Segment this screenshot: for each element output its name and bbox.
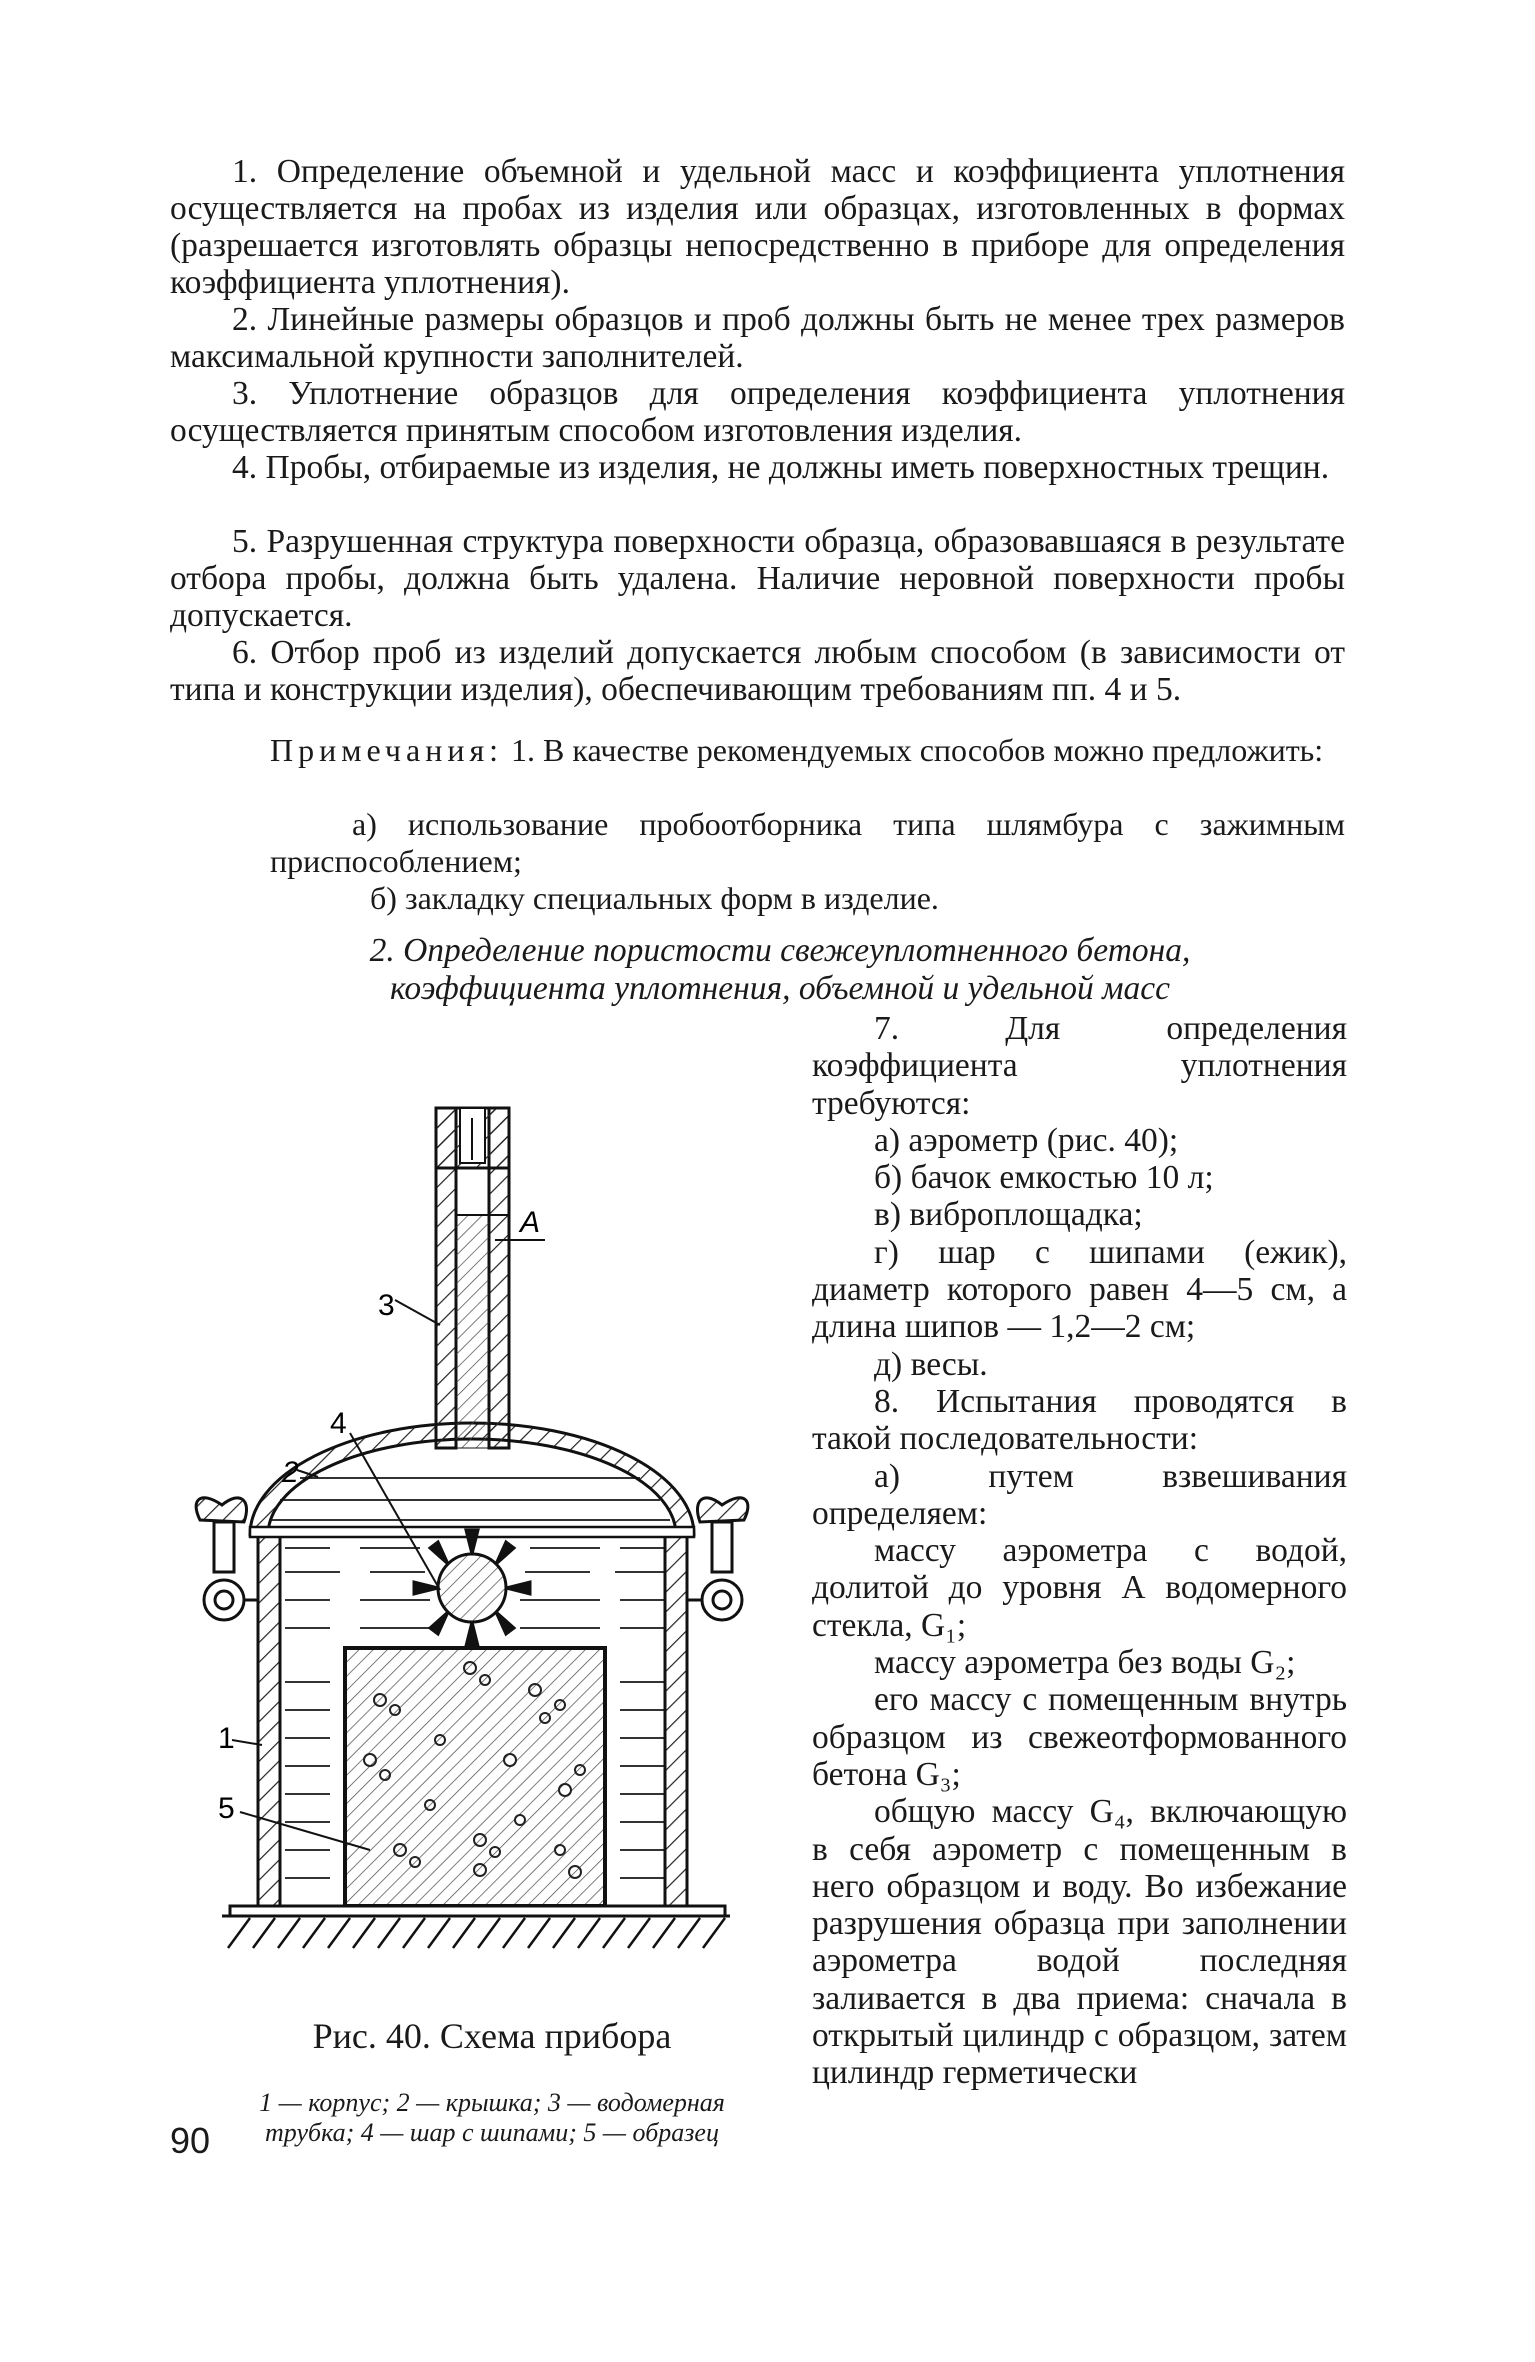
item-b-tank: б) бачок емкостью 10 л; [874, 1159, 1214, 1197]
item-g-ball: г) шар с шипами (ежик), диаметр которого равен 4—5 см, а длина шипов — 1,2—2 см; [812, 1233, 1347, 1346]
figure-legend: 1 — корпус; 2 — крышка; 3 — водомерная трубка; 4 — шар с шипами; 5 — образец [259, 2088, 725, 2147]
item-v-vibro: в) виброплощадка; [874, 1196, 1143, 1234]
note-item-b: б) закладку специальных форм в изделие. [370, 880, 939, 916]
item-7: 7. Для определения коэффициента уплотнения требуются: [812, 1010, 1347, 1122]
note-label: Примечания: [270, 732, 504, 768]
paragraph-4: 4. Пробы, отбираемые из изделия, не должны иметь поверхностных трещин. [232, 449, 1330, 486]
section-heading-line1: 2. Определение пористости свежеуплотненного бетона, [369, 932, 1191, 969]
paragraph-3: 3. Уплотнение образцов для определения коэффициента уплотнения осуществляется принятым способом изготовления изделия. [170, 375, 1345, 449]
page-number: 90 [170, 2120, 211, 2161]
sample [345, 1648, 605, 1906]
figure-title: Рис. 40. Схема прибора [312, 2016, 672, 2056]
spiked-ball [414, 1530, 530, 1646]
section-heading-line2: коэффициента уплотнения, объемной и удельной масс [390, 970, 1170, 1007]
label-1: 1 [218, 1722, 235, 1755]
paragraph-6: 6. Отбор проб из изделий допускается любым способом (в зависимости от типа и конструкции изделия), обеспечивающим требованиям пп. 4 и 5. [170, 634, 1345, 708]
item-a-aerometer: а) аэрометр (рис. 40); [874, 1121, 1179, 1159]
wing-nut-clamp-right [687, 1498, 748, 1620]
mass-g2: массу аэрометра без воды G₂; [874, 1644, 1296, 1682]
water-gauge-tube [436, 1108, 509, 1448]
mass-g3: его массу с помещенным внутрь образцом из свежеотформованного бетона G₃; [812, 1681, 1347, 1793]
paragraph-1: 1. Определение объемной и удельной масс и коэффициента уплотнения осуществляется на пробах из изделия или образцах, изготовленных в формах (разрешается изготовлять образцы непосредственно в приборе для определения коэффициента уплотнения). [170, 153, 1345, 301]
mass-g4: общую массу G₄, включающую в себя аэрометр с помещенным в него образцом и воду. Во избежание разрушения образца при заполнении аэрометра водой последняя заливается в два приема: сначала в открытый цилиндр с образцом, затем цилиндр герметически [812, 1793, 1347, 2092]
note-text: 1. В качестве рекомендуемых способов можно предложить: [503, 732, 1324, 768]
note-item-a: а) использование пробоотборника типа шлямбура с зажимным приспособлением; [270, 806, 1345, 879]
paragraph-5: 5. Разрушенная структура поверхности образца, образовавшаяся в результате отбора пробы, должна быть удалена. Наличие неровной поверхности пробы допускается. [170, 523, 1345, 634]
label-3: 3 [378, 1289, 395, 1322]
item-d-scales: д) весы. [874, 1345, 988, 1383]
label-2: 2 [282, 1456, 299, 1489]
label-a: А [520, 1206, 541, 1239]
mass-g1: массу аэрометра с водой, долитой до уровня А водомерного стекла, G₁; [812, 1532, 1347, 1644]
item-8: 8. Испытания проводятся в такой последовательности: [812, 1382, 1347, 1458]
figure-caption [212, 2016, 772, 2148]
paragraph-2: 2. Линейные размеры образцов и проб должны быть не менее трех размеров максимальной крупности заполнителей. [170, 301, 1345, 375]
base [222, 1906, 730, 1948]
label-4: 4 [330, 1407, 347, 1440]
wing-nut-clamp-left [196, 1498, 258, 1620]
step-a: а) путем взвешивания определяем: [812, 1457, 1347, 1532]
label-5: 5 [218, 1792, 235, 1825]
